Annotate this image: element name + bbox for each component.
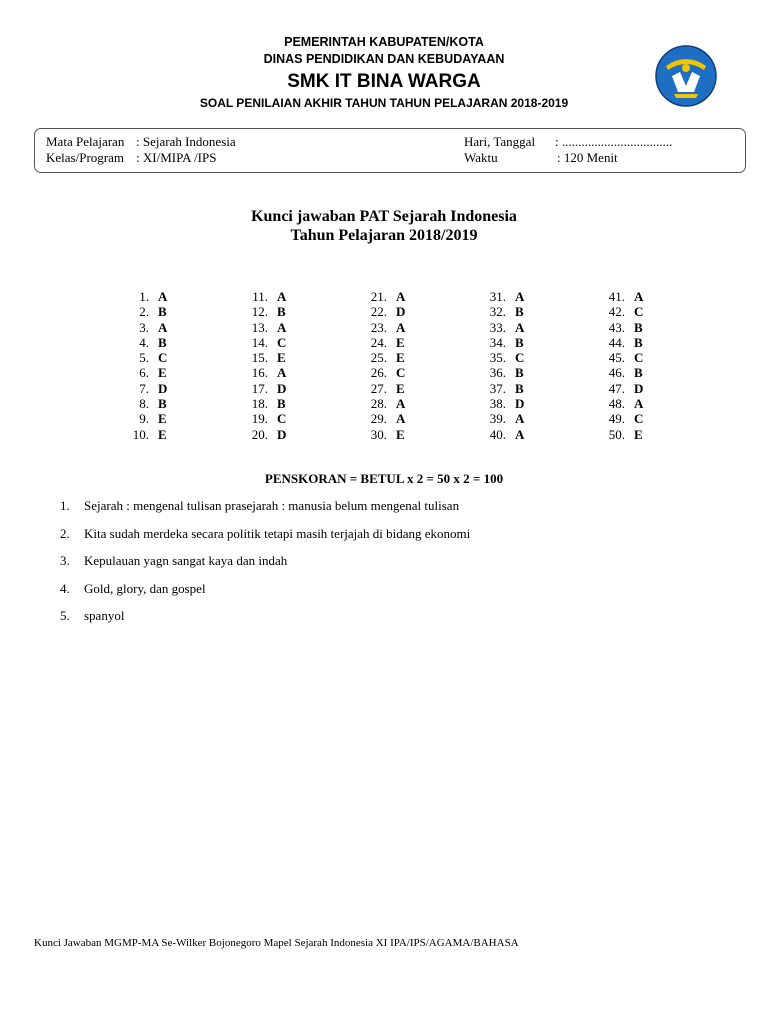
tut-wuri-handayani-logo-icon — [654, 44, 718, 108]
answer-item — [342, 365, 422, 380]
answer-letter: B — [158, 304, 167, 320]
question-number: 22. — [370, 304, 387, 320]
school-name: SMK IT BINA WARGA — [287, 71, 481, 92]
question-number: 6. — [139, 365, 149, 381]
answer-letter: A — [396, 396, 406, 412]
subject-value: : Sejarah Indonesia — [136, 134, 236, 149]
question-number: 19. — [251, 411, 268, 427]
answer-letter: C — [634, 350, 644, 366]
answer-item — [461, 304, 541, 319]
answer-letter: C — [277, 411, 287, 427]
answer-letter: C — [158, 350, 168, 366]
essay-text: spanyol — [84, 608, 125, 623]
question-number: 25. — [370, 350, 387, 366]
question-number: 45. — [608, 350, 625, 366]
answer-item — [580, 304, 660, 319]
question-number: 13. — [251, 319, 268, 335]
answer-item — [461, 427, 541, 442]
answer-key-grid — [0, 289, 768, 449]
question-number: 29. — [370, 411, 387, 427]
question-number: 1. — [139, 289, 149, 304]
answer-letter: A — [515, 319, 525, 335]
answer-letter: E — [277, 350, 286, 366]
answer-item — [223, 304, 303, 319]
answer-item — [580, 396, 660, 411]
essay-answers — [60, 498, 740, 636]
essay-text: Kepulauan yagn sangat kaya dan indah — [84, 553, 288, 568]
essay-item — [60, 553, 740, 581]
answer-item — [461, 381, 541, 396]
answer-letter: B — [634, 319, 643, 335]
answer-letter: E — [158, 411, 167, 427]
question-number: 3. — [139, 319, 149, 335]
answer-letter: C — [634, 411, 644, 427]
answer-letter: B — [515, 380, 524, 396]
answer-item — [104, 396, 184, 411]
answer-item — [580, 350, 660, 365]
essay-item — [60, 581, 740, 609]
question-number: 14. — [251, 334, 268, 350]
answer-item — [342, 411, 422, 426]
answer-column — [580, 289, 660, 442]
subject-label: Mata Pelajaran — [46, 134, 125, 149]
answer-item — [223, 320, 303, 335]
answer-item — [223, 396, 303, 411]
answer-item — [461, 365, 541, 380]
answer-item — [580, 427, 660, 442]
answer-letter: D — [515, 396, 525, 412]
answer-item — [461, 335, 541, 350]
day-label: Hari, Tanggal — [464, 134, 536, 149]
answer-letter: B — [277, 304, 286, 320]
question-number: 27. — [370, 380, 387, 396]
answer-item — [104, 320, 184, 335]
answer-item — [223, 335, 303, 350]
answer-letter: E — [396, 334, 405, 350]
answer-item — [461, 350, 541, 365]
department-line: DINAS PENDIDIKAN DAN KEBUDAYAAN — [263, 52, 505, 66]
answer-letter: D — [634, 380, 644, 396]
answer-item — [580, 365, 660, 380]
answer-letter: A — [515, 426, 525, 442]
answer-letter: D — [158, 380, 168, 396]
question-number: 28. — [370, 396, 387, 412]
answer-letter: A — [634, 289, 644, 304]
answer-letter: A — [515, 289, 525, 304]
answer-key-title — [0, 207, 768, 245]
question-number: 41. — [608, 289, 625, 304]
answer-letter: E — [158, 365, 167, 381]
question-number: 40. — [489, 426, 506, 442]
footer-note: Kunci Jawaban MGMP-MA Se-Wilker Bojonegoro Mapel Sejarah Indonesia XI IPA/IPS/AGAMA/BAHASA — [34, 937, 519, 949]
answer-item — [580, 411, 660, 426]
time-label: Waktu — [464, 150, 498, 165]
answer-letter: A — [396, 411, 406, 427]
time-value: : 120 Menit — [557, 150, 618, 165]
answer-letter: D — [277, 426, 287, 442]
answer-item — [461, 289, 541, 304]
question-number: 2. — [139, 304, 149, 320]
question-number: 32. — [489, 304, 506, 320]
answer-letter: B — [515, 334, 524, 350]
answer-item — [104, 427, 184, 442]
answer-item — [223, 289, 303, 304]
question-number: 10. — [132, 426, 149, 442]
question-number: 50. — [608, 426, 625, 442]
question-number: 4. — [139, 334, 149, 350]
answer-item — [342, 381, 422, 396]
essay-text: Gold, glory, dan gospel — [84, 580, 206, 596]
answer-item — [342, 396, 422, 411]
answer-letter: A — [396, 319, 406, 335]
answer-letter: D — [396, 304, 406, 320]
answer-letter: C — [277, 334, 287, 350]
answer-letter: A — [277, 319, 287, 335]
day-value: : .................................. — [555, 134, 673, 149]
government-line: PEMERINTAH KABUPATEN/KOTA — [284, 35, 484, 49]
answer-letter: E — [634, 426, 643, 442]
answer-letter: C — [634, 304, 644, 320]
essay-number: 5. — [60, 608, 70, 623]
answer-item — [461, 396, 541, 411]
answer-item — [580, 320, 660, 335]
answer-item — [104, 335, 184, 350]
essay-text: Sejarah : mengenal tulisan prasejarah : manusia belum mengenal tulisan — [84, 498, 460, 513]
answer-letter: D — [277, 380, 287, 396]
question-number: 16. — [251, 365, 268, 381]
answer-item — [104, 304, 184, 319]
question-number: 47. — [608, 380, 625, 396]
essay-number: 2. — [60, 525, 70, 541]
question-number: 24. — [370, 334, 387, 350]
question-number: 42. — [608, 304, 625, 320]
answer-letter: A — [396, 289, 406, 304]
essay-text: Kita sudah merdeka secara politik tetapi masih terjajah di bidang ekonomi — [84, 525, 471, 541]
answer-letter: A — [515, 411, 525, 427]
essay-number: 1. — [60, 498, 70, 513]
essay-item — [60, 526, 740, 554]
question-number: 35. — [489, 350, 506, 366]
answer-item — [342, 335, 422, 350]
question-number: 36. — [489, 365, 506, 381]
answer-item — [223, 381, 303, 396]
document-header — [0, 34, 768, 111]
answer-letter: A — [158, 319, 168, 335]
question-number: 23. — [370, 319, 387, 335]
question-number: 31. — [489, 289, 506, 304]
answer-letter: B — [158, 396, 167, 412]
answer-item — [223, 350, 303, 365]
answer-item — [223, 365, 303, 380]
essay-number: 3. — [60, 553, 70, 568]
question-number: 44. — [608, 334, 625, 350]
answer-letter: B — [634, 334, 643, 350]
answer-letter: A — [277, 289, 287, 304]
answer-item — [104, 350, 184, 365]
answer-item — [461, 320, 541, 335]
answer-item — [104, 289, 184, 304]
answer-letter: B — [515, 304, 524, 320]
question-number: 33. — [489, 319, 506, 335]
answer-letter: C — [515, 350, 525, 366]
answer-letter: B — [634, 365, 643, 381]
essay-item — [60, 608, 740, 636]
question-number: 9. — [139, 411, 149, 427]
question-number: 17. — [251, 380, 268, 396]
answer-item — [342, 289, 422, 304]
answer-letter: B — [158, 334, 167, 350]
answer-item — [461, 411, 541, 426]
question-number: 49. — [608, 411, 625, 427]
answer-column — [223, 289, 303, 442]
answer-letter: A — [277, 365, 287, 381]
answer-item — [342, 350, 422, 365]
title-line-1: Kunci jawaban PAT Sejarah Indonesia — [251, 208, 517, 225]
exam-title: SOAL PENILAIAN AKHIR TAHUN TAHUN PELAJARAN 2018-2019 — [199, 96, 569, 110]
answer-item — [342, 320, 422, 335]
question-number: 48. — [608, 396, 625, 412]
answer-item — [104, 411, 184, 426]
answer-letter: E — [396, 380, 405, 396]
question-number: 8. — [139, 396, 149, 412]
question-number: 15. — [251, 350, 268, 366]
question-number: 38. — [489, 396, 506, 412]
question-number: 7. — [139, 380, 149, 396]
answer-letter: C — [396, 365, 406, 381]
answer-item — [580, 335, 660, 350]
question-number: 18. — [251, 396, 268, 412]
answer-column — [342, 289, 422, 442]
answer-item — [580, 289, 660, 304]
answer-item — [342, 427, 422, 442]
question-number: 11. — [252, 289, 268, 304]
question-number: 39. — [489, 411, 506, 427]
answer-item — [104, 365, 184, 380]
question-number: 12. — [251, 304, 268, 320]
answer-item — [223, 427, 303, 442]
title-line-2: Tahun Pelajaran 2018/2019 — [290, 227, 478, 244]
answer-letter: A — [158, 289, 168, 304]
answer-letter: E — [396, 426, 405, 442]
class-value: : XI/MIPA /IPS — [136, 150, 217, 165]
exam-info-box — [34, 128, 746, 173]
question-number: 37. — [489, 380, 506, 396]
answer-letter: E — [396, 350, 405, 366]
question-number: 43. — [608, 319, 625, 335]
answer-column — [104, 289, 184, 442]
question-number: 20. — [251, 426, 268, 442]
answer-letter: B — [515, 365, 524, 381]
question-number: 30. — [370, 426, 387, 442]
question-number: 21. — [370, 289, 387, 304]
essay-item — [60, 498, 740, 526]
answer-item — [104, 381, 184, 396]
answer-letter: A — [634, 396, 644, 412]
answer-column — [461, 289, 541, 442]
question-number: 26. — [370, 365, 387, 381]
essay-number: 4. — [60, 580, 70, 596]
answer-item — [342, 304, 422, 319]
question-number: 34. — [489, 334, 506, 350]
class-label: Kelas/Program — [46, 150, 124, 165]
question-number: 46. — [608, 365, 625, 381]
answer-letter: E — [158, 426, 167, 442]
answer-letter: B — [277, 396, 286, 412]
answer-item — [223, 411, 303, 426]
scoring-formula: PENSKORAN = BETUL x 2 = 50 x 2 = 100 — [264, 471, 504, 486]
answer-item — [580, 381, 660, 396]
question-number: 5. — [139, 350, 149, 366]
